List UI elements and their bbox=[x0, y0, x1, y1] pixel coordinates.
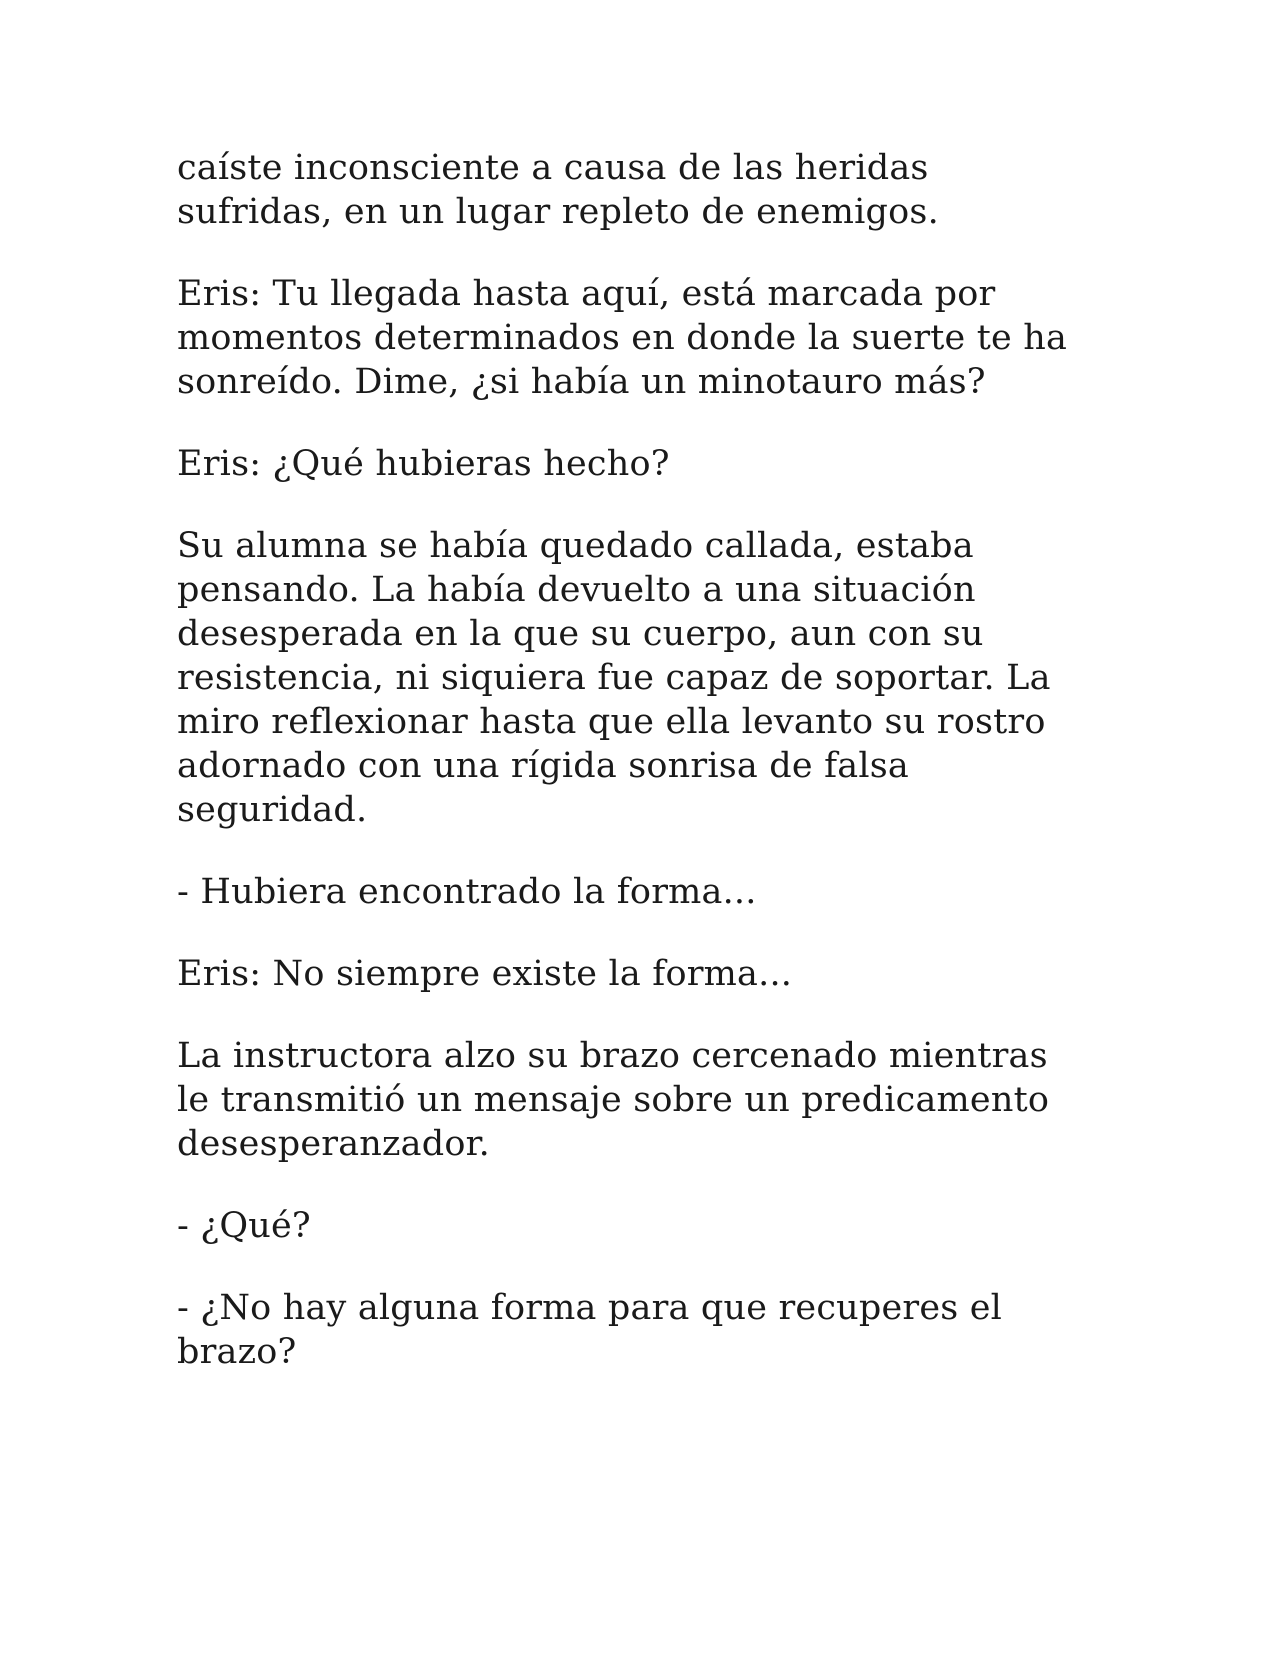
paragraph bbox=[177, 146, 1117, 234]
text-line: seguridad. bbox=[177, 790, 368, 830]
text-line: - ¿Qué? bbox=[177, 1206, 311, 1246]
text-line: miro reflexionar hasta que ella levanto su rostro bbox=[177, 702, 1046, 742]
text-line: sonreído. Dime, ¿si había un minotauro más? bbox=[177, 362, 986, 402]
text-line: le transmitió un mensaje sobre un predicamento bbox=[177, 1080, 1050, 1120]
text-line: Su alumna se había quedado callada, estaba bbox=[177, 526, 974, 566]
text-line: pensando. La había devuelto a una situación bbox=[177, 570, 976, 610]
paragraph bbox=[177, 442, 1117, 486]
paragraph bbox=[177, 1204, 1117, 1248]
paragraph bbox=[177, 272, 1117, 404]
page-body-text bbox=[177, 146, 1117, 1412]
paragraph bbox=[177, 1286, 1117, 1374]
text-line: Eris: Tu llegada hasta aquí, está marcada por bbox=[177, 274, 996, 314]
text-line: caíste inconsciente a causa de las heridas bbox=[177, 148, 929, 188]
text-line: brazo? bbox=[177, 1332, 297, 1372]
text-line: Eris: ¿Qué hubieras hecho? bbox=[177, 444, 670, 484]
text-line: La instructora alzo su brazo cercenado mientras bbox=[177, 1036, 1048, 1076]
text-line: sufridas, en un lugar repleto de enemigos. bbox=[177, 192, 939, 232]
text-line: adornado con una rígida sonrisa de falsa bbox=[177, 746, 909, 786]
paragraph bbox=[177, 870, 1117, 914]
text-line: - Hubiera encontrado la forma... bbox=[177, 872, 757, 912]
text-line: - ¿No hay alguna forma para que recuperes el bbox=[177, 1288, 1003, 1328]
text-line: resistencia, ni siquiera fue capaz de soportar. La bbox=[177, 658, 1051, 698]
paragraph bbox=[177, 524, 1117, 832]
text-line: desesperanzador. bbox=[177, 1124, 491, 1164]
text-line: Eris: No siempre existe la forma... bbox=[177, 954, 793, 994]
text-line: momentos determinados en donde la suerte te ha bbox=[177, 318, 1068, 358]
text-line: desesperada en la que su cuerpo, aun con su bbox=[177, 614, 984, 654]
paragraph bbox=[177, 1034, 1117, 1166]
paragraph bbox=[177, 952, 1117, 996]
